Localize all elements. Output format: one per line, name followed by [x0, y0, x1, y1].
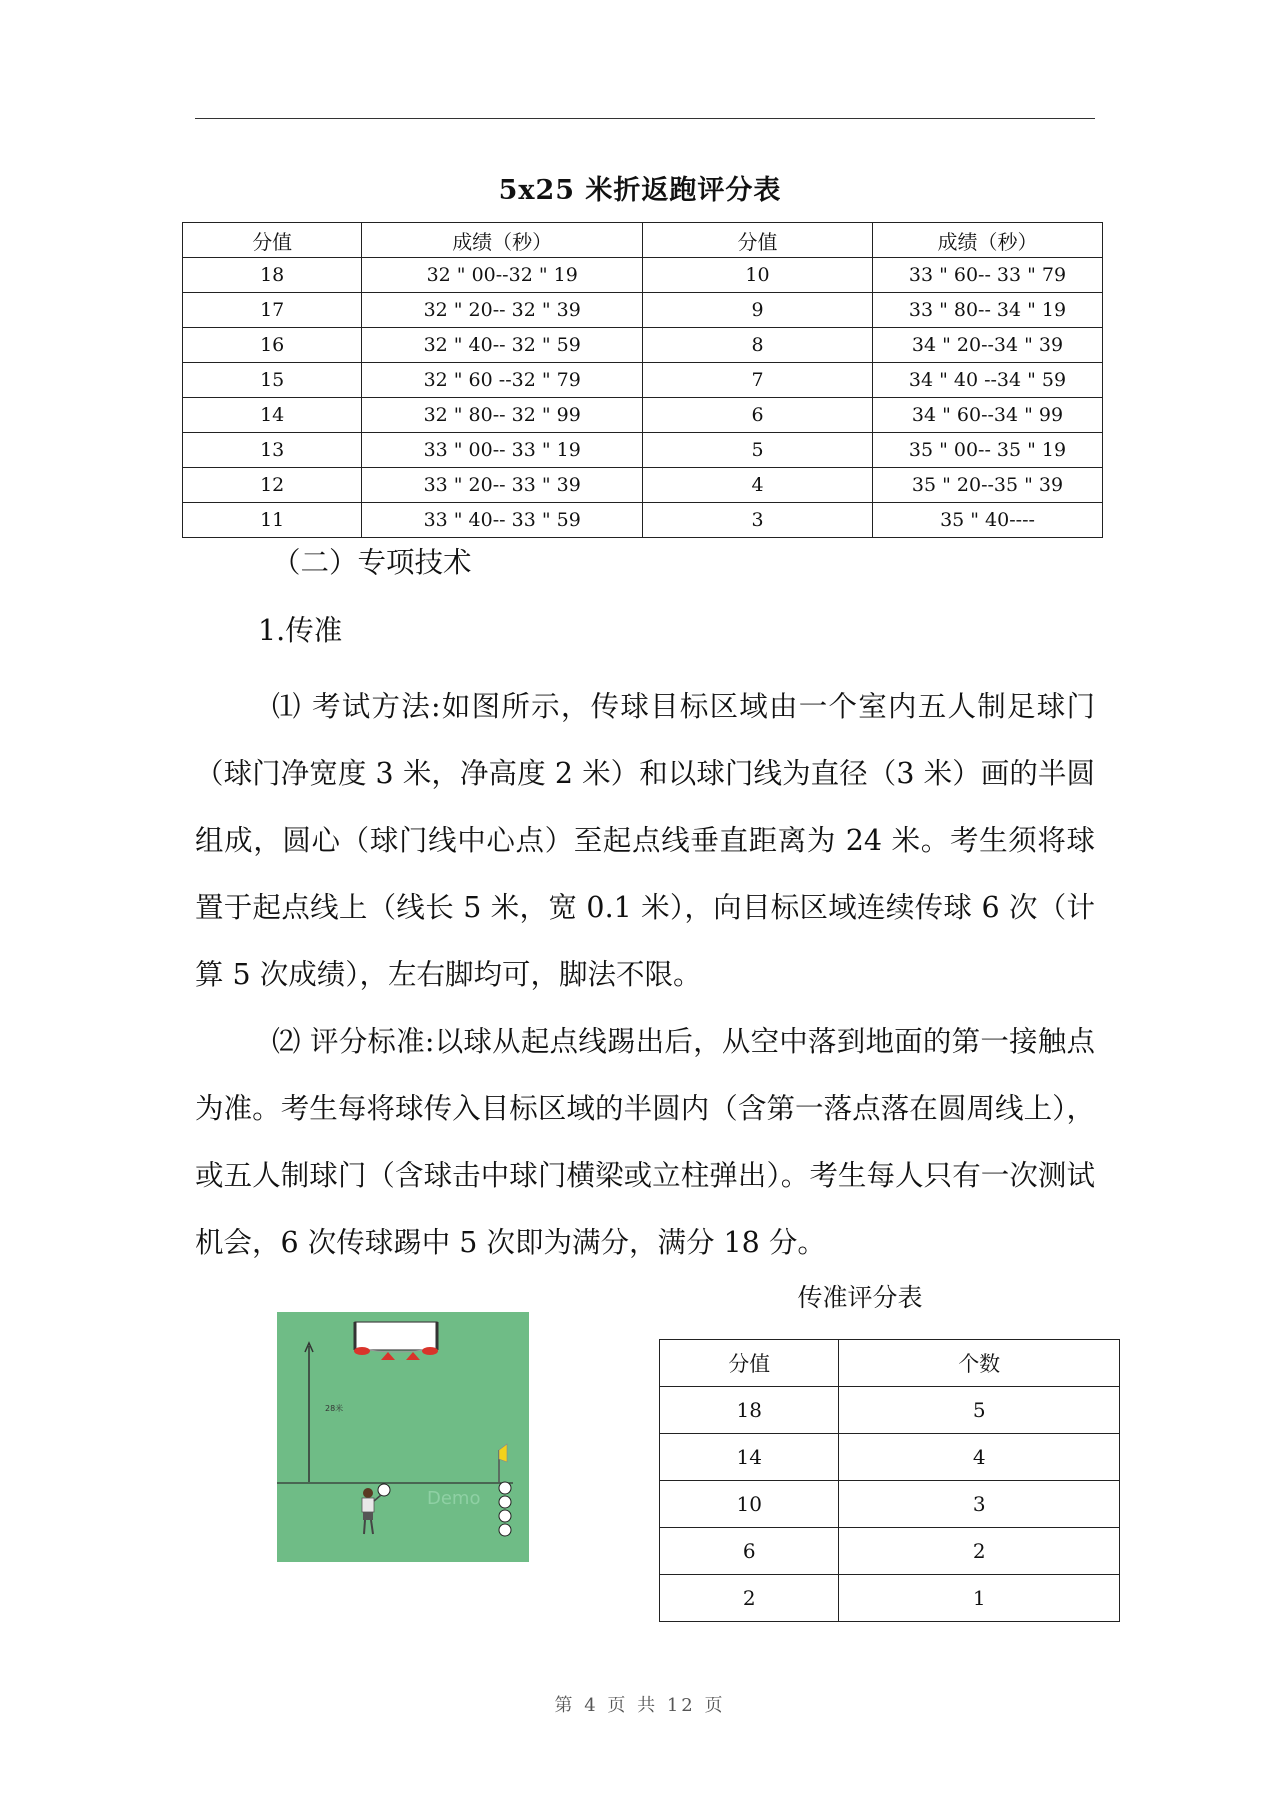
- table-cell: 32 " 60 --32 " 79: [362, 363, 643, 398]
- shuttle-run-score-table: [182, 222, 1103, 538]
- col-header-score: 分值: [183, 223, 362, 258]
- table-cell: 34 " 20--34 " 39: [872, 328, 1102, 363]
- table-row: [183, 433, 1103, 468]
- table-row: [183, 363, 1103, 398]
- table-row: [660, 1387, 1120, 1434]
- table-cell: 32 " 20-- 32 " 39: [362, 293, 643, 328]
- table-cell: 33 " 40-- 33 " 59: [362, 503, 643, 538]
- table-cell: 3: [839, 1481, 1120, 1528]
- distance-label: 28米: [325, 1404, 344, 1413]
- table-row: [183, 398, 1103, 433]
- table-cell: 16: [183, 328, 362, 363]
- table-cell: 33 " 60-- 33 " 79: [872, 258, 1102, 293]
- goal-icon: [355, 1322, 437, 1352]
- col-header-result: 成绩（秒）: [362, 223, 643, 258]
- scoring-standard-paragraph: ⑵ 评分标准:以球从起点线踢出后，从空中落到地面的第一接触点为准。考生每将球传入目标区域的半圆内（含第一落点落在圆周线上），或五人制球门（含球击中球门横梁或立柱弹出）。考生每人只有一次测试机会，6 次传球踢中 5 次即为满分，满分 18 分。: [195, 1025, 1095, 1259]
- table-cell: 2: [839, 1528, 1120, 1575]
- col-header-score: 分值: [642, 223, 872, 258]
- table-cell: 18: [660, 1387, 839, 1434]
- table-row: [183, 258, 1103, 293]
- table-cell: 11: [183, 503, 362, 538]
- table-row: [660, 1528, 1120, 1575]
- table1-title: 5x25 米折返跑评分表: [498, 175, 782, 206]
- table-cell: 34 " 40 --34 " 59: [872, 363, 1102, 398]
- passing-test-diagram: [277, 1312, 529, 1562]
- table-cell: 5: [839, 1387, 1120, 1434]
- table-row: [183, 328, 1103, 363]
- table-row: [660, 1575, 1120, 1622]
- table-cell: 2: [660, 1575, 839, 1622]
- table-cell: 3: [642, 503, 872, 538]
- table-cell: 18: [183, 258, 362, 293]
- table-row: [183, 293, 1103, 328]
- table-cell: 17: [183, 293, 362, 328]
- header-rule: [195, 118, 1095, 119]
- table-row: [660, 1434, 1120, 1481]
- table-cell: 10: [660, 1481, 839, 1528]
- table-cell: 8: [642, 328, 872, 363]
- table-cell: 33 " 00-- 33 " 19: [362, 433, 643, 468]
- watermark: Demo: [427, 1488, 481, 1509]
- table-cell: 4: [839, 1434, 1120, 1481]
- table-row: [183, 503, 1103, 538]
- table-cell: 32 " 80-- 32 " 99: [362, 398, 643, 433]
- table-cell: 14: [660, 1434, 839, 1481]
- subsection-heading: 1.传准: [258, 614, 343, 647]
- table-cell: 33 " 20-- 33 " 39: [362, 468, 643, 503]
- table-cell: 12: [183, 468, 362, 503]
- table-cell: 34 " 60--34 " 99: [872, 398, 1102, 433]
- passing-score-table: [659, 1339, 1120, 1622]
- table-cell: 5: [642, 433, 872, 468]
- table2-title: 传准评分表: [797, 1283, 923, 1312]
- table-cell: 9: [642, 293, 872, 328]
- table-cell: 6: [642, 398, 872, 433]
- col-header-score: 分值: [660, 1340, 839, 1387]
- section-heading: （二）专项技术: [272, 546, 472, 579]
- col-header-result: 成绩（秒）: [872, 223, 1102, 258]
- page-number-footer: 第 4 页 共 12 页: [554, 1695, 726, 1716]
- table-cell: 10: [642, 258, 872, 293]
- table-cell: 35 " 40----: [872, 503, 1102, 538]
- table-cell: 35 " 00-- 35 " 19: [872, 433, 1102, 468]
- table-row: [183, 468, 1103, 503]
- table-cell: 15: [183, 363, 362, 398]
- test-method-paragraph: ⑴ 考试方法:如图所示，传球目标区域由一个室内五人制足球门（球门净宽度 3 米，净高度 2 米）和以球门线为直径（3 米）画的半圆组成，圆心（球门线中心点）至起点线垂直距离为 24 米。考生须将球置于起点线上（线长 5 米，宽 0.1 米），向目标区域连续传球 6 次（计算 5 次成绩），左右脚均可，脚法不限。: [195, 690, 1095, 991]
- table-cell: 32 " 00--32 " 19: [362, 258, 643, 293]
- table-cell: 6: [660, 1528, 839, 1575]
- table-cell: 7: [642, 363, 872, 398]
- table-row: [660, 1481, 1120, 1528]
- table-cell: 35 " 20--35 " 39: [872, 468, 1102, 503]
- table-cell: 4: [642, 468, 872, 503]
- table-header-row: [660, 1340, 1120, 1387]
- table-cell: 1: [839, 1575, 1120, 1622]
- table-header-row: [183, 223, 1103, 258]
- table-cell: 33 " 80-- 34 " 19: [872, 293, 1102, 328]
- table-cell: 13: [183, 433, 362, 468]
- col-header-count: 个数: [839, 1340, 1120, 1387]
- table-cell: 14: [183, 398, 362, 433]
- table-cell: 32 " 40-- 32 " 59: [362, 328, 643, 363]
